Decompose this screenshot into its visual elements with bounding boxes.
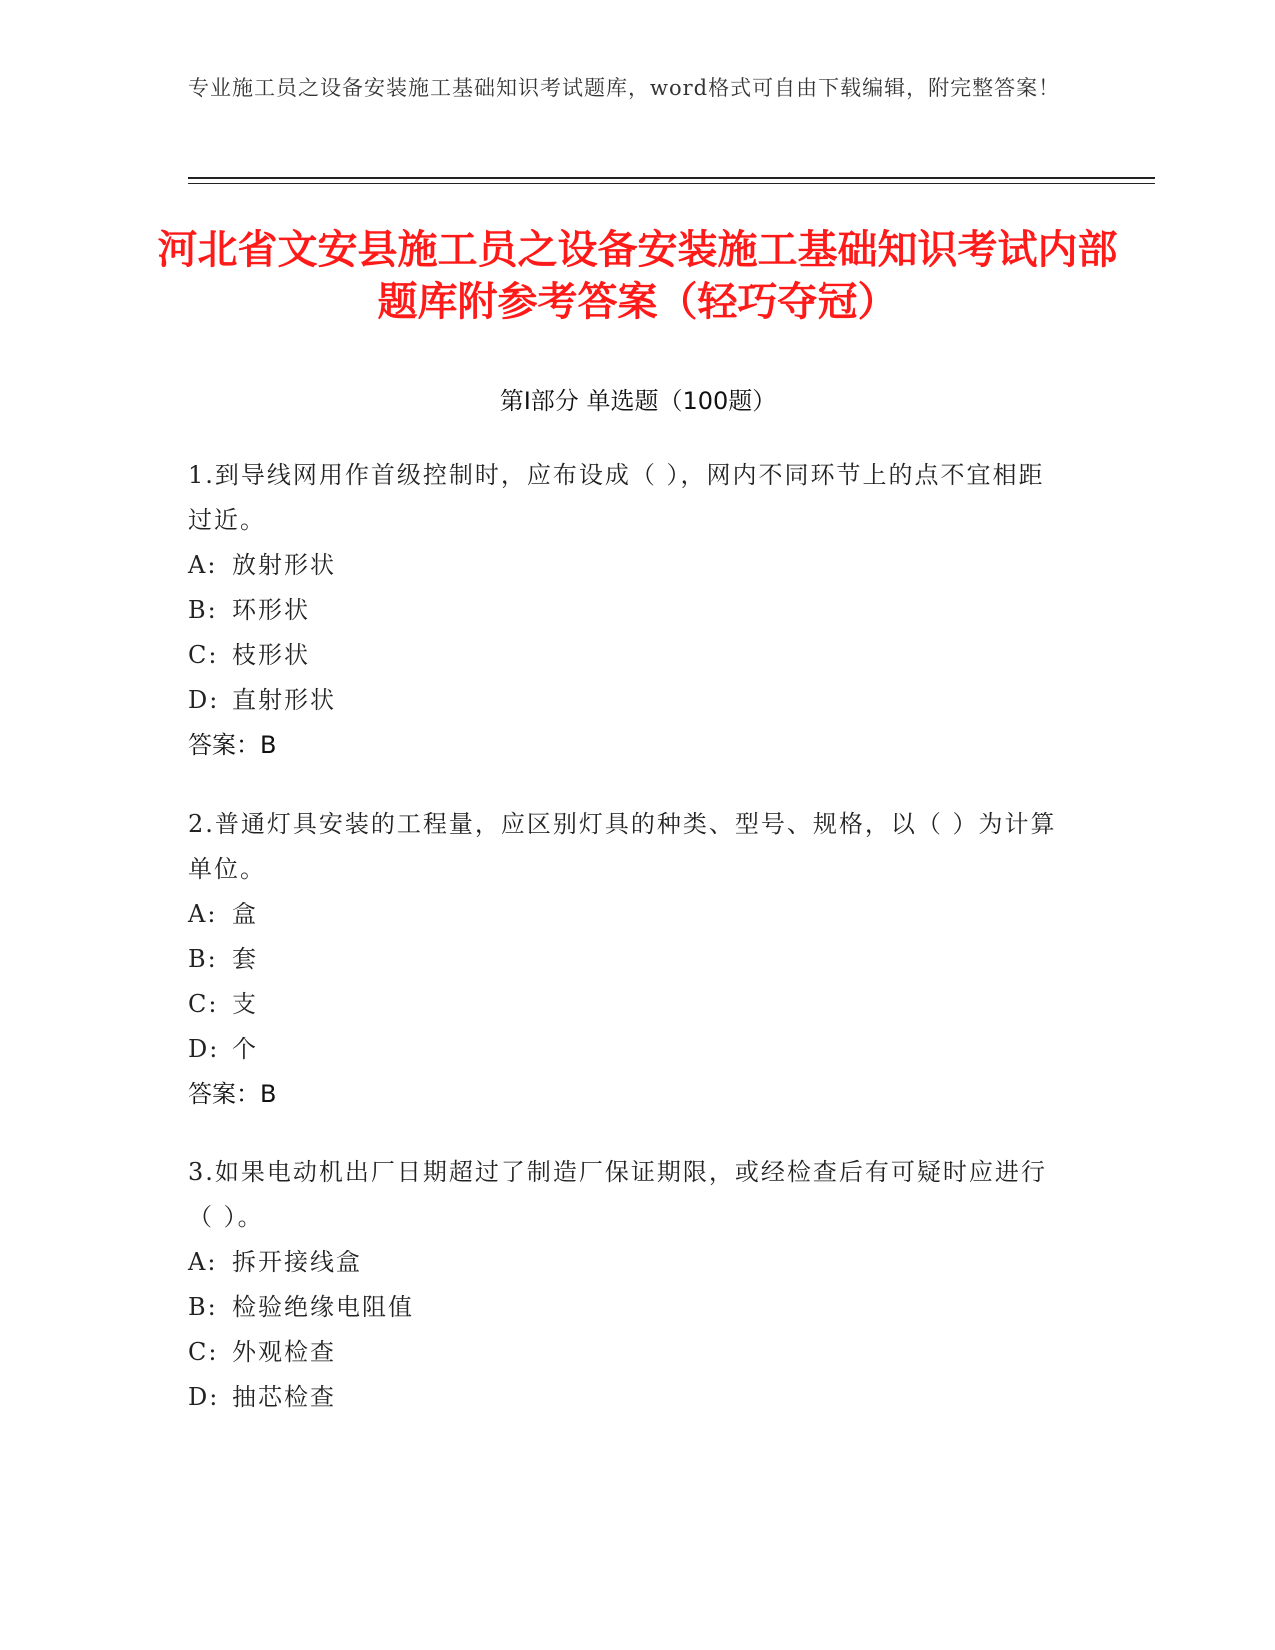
option-letter: D: (188, 1383, 220, 1411)
option-b (188, 588, 1068, 633)
question-2 (188, 802, 1068, 1117)
option-letter: C: (188, 641, 219, 669)
option-letter: B: (188, 596, 218, 624)
section-heading: 第Ⅰ部分 单选题（100题） (499, 387, 777, 415)
option-letter: C: (188, 990, 219, 1018)
option-letter: A: (188, 551, 218, 579)
option-text: 套 (232, 945, 258, 973)
option-c (188, 982, 1068, 1027)
option-d (188, 1375, 1068, 1420)
option-text: 拆开接线盒 (232, 1248, 362, 1276)
option-letter: A: (188, 1248, 218, 1276)
option-letter: D: (188, 686, 220, 714)
option-text: 检验绝缘电阻值 (232, 1293, 414, 1321)
option-c (188, 633, 1068, 678)
option-a (188, 1240, 1068, 1285)
option-letter: D: (188, 1035, 220, 1063)
option-text: 盒 (232, 900, 258, 928)
question-1 (188, 453, 1068, 768)
header-divider-thin (188, 183, 1155, 184)
option-text: 枝形状 (232, 641, 310, 669)
option-d (188, 678, 1068, 723)
answer: 答案：B (188, 731, 277, 759)
option-text: 环形状 (232, 596, 310, 624)
option-letter: B: (188, 945, 218, 973)
option-b (188, 1285, 1068, 1330)
answer: 答案：B (188, 1080, 277, 1108)
option-text: 外观检查 (232, 1338, 336, 1366)
question-stem: 2.普通灯具安装的工程量，应区别灯具的种类、型号、规格，以（ ）为计算单位。 (188, 810, 1057, 883)
option-letter: C: (188, 1338, 219, 1366)
option-text: 支 (232, 990, 258, 1018)
question-3 (188, 1150, 1068, 1420)
question-stem: 1.到导线网用作首级控制时，应布设成（ ），网内不同环节上的点不宜相距过近。 (188, 461, 1045, 534)
header-divider-thick (188, 177, 1155, 179)
option-text: 抽芯检查 (232, 1383, 336, 1411)
option-text: 个 (232, 1035, 258, 1063)
option-a (188, 892, 1068, 937)
option-text: 放射形状 (232, 551, 336, 579)
option-c (188, 1330, 1068, 1375)
option-b (188, 937, 1068, 982)
option-a (188, 543, 1068, 588)
option-letter: B: (188, 1293, 218, 1321)
document-title: 河北省文安县施工员之设备安装施工基础知识考试内部题库附参考答案（轻巧夺冠） (157, 227, 1118, 325)
option-d (188, 1027, 1068, 1072)
question-stem: 3.如果电动机出厂日期超过了制造厂保证期限，或经检查后有可疑时应进行（ ）。 (188, 1158, 1047, 1231)
option-text: 直射形状 (232, 686, 336, 714)
option-letter: A: (188, 900, 218, 928)
header-note: 专业施工员之设备安装施工基础知识考试题库，word格式可自由下载编辑，附完整答案！ (188, 76, 1061, 100)
